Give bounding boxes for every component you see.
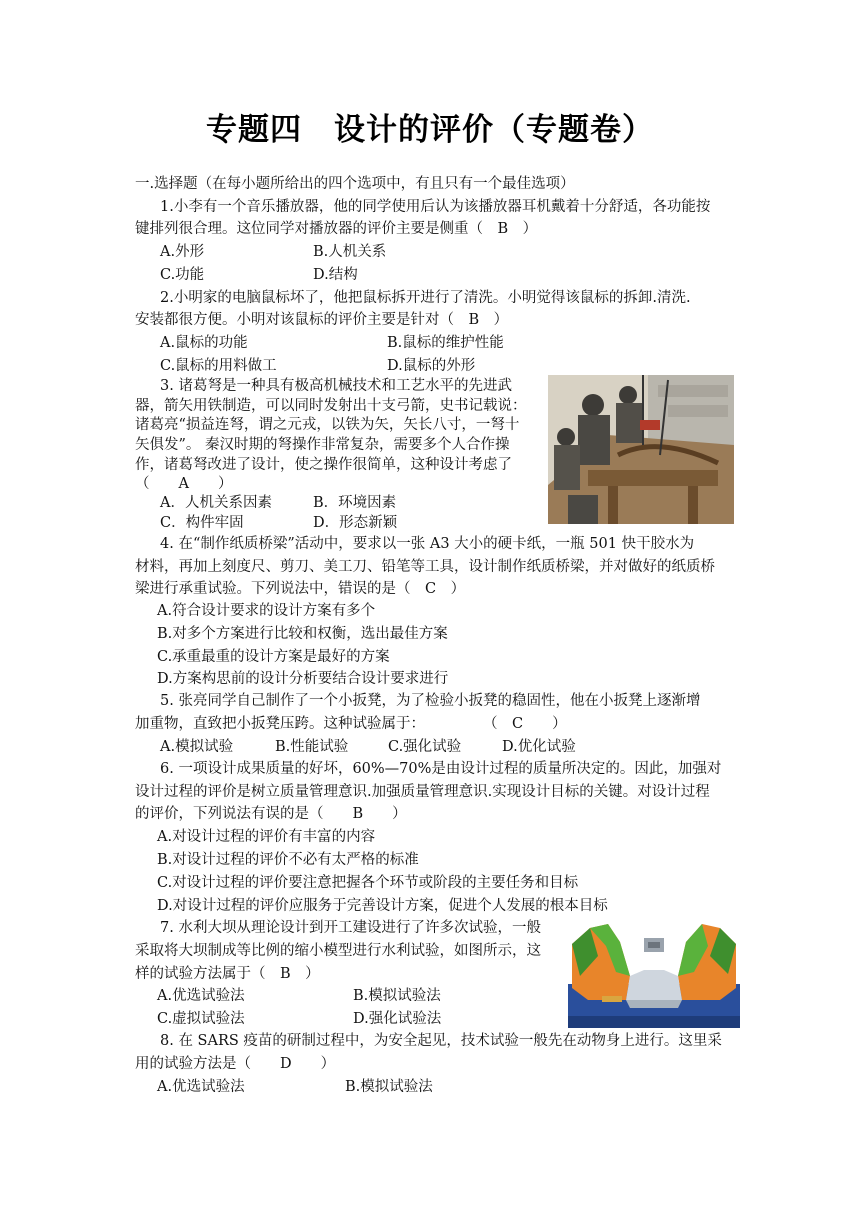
q3-line-3: 诸葛亮“损益连弩，谓之元戎，以铁为矢，矢长八寸，一弩十: [135, 417, 520, 433]
q7-line-3: 样的试验方法属于（ B ）: [135, 966, 320, 982]
q3-line-2: 器，箭矢用铁制造，可以同时发射出十支弓箭，史书记载说：: [135, 398, 527, 414]
q8-line-2: 用的试验方法是（ D ）: [135, 1056, 336, 1072]
q7-option-d: D.强化试验法: [353, 1011, 442, 1027]
q7-line-1: 7. 水利大坝从理论设计到开工建设进行了许多次试验，一般: [160, 920, 541, 936]
q1-line-2: 键排列很合理。这位同学对播放器的评价主要是侧重（ B ）: [135, 221, 538, 237]
q7-option-c: C.虚拟试验法: [157, 1011, 245, 1027]
q6-option-a: A.对设计过程的评价有丰富的内容: [157, 829, 376, 845]
q5-option-a: A.模拟试验: [160, 739, 234, 755]
q8-option-b: B.模拟试验法: [345, 1079, 433, 1095]
q7-line-2: 采取将大坝制成等比例的缩小模型进行水利试验，如图所示，这: [135, 943, 541, 959]
q2-option-d: D.鼠标的外形: [387, 358, 476, 374]
q4-option-b: B.对多个方案进行比较和权衡，选出最佳方案: [157, 626, 448, 642]
q4-option-a: A.符合设计要求的设计方案有多个: [157, 603, 376, 619]
q6-line-1: 6. 一项设计成果质量的好坏，60%—70%是由设计过程的质量所决定的。因此，加强对: [160, 761, 722, 777]
q4-option-c: C.承重最重的设计方案是最好的方案: [157, 649, 390, 665]
q6-option-b: B.对设计过程的评价不必有太严格的标准: [157, 852, 419, 868]
q1-option-a: A.外形: [160, 244, 205, 260]
crossbow-illustration: [548, 375, 734, 524]
q3-option-b: B．环境因素: [313, 495, 397, 511]
q3-line-1: 3. 诸葛弩是一种具有极高机械技术和工艺水平的先进武: [160, 378, 512, 394]
q3-option-d: D．形态新颖: [313, 515, 398, 531]
q3-option-c: C．构件牢固: [160, 515, 244, 531]
q2-option-b: B.鼠标的维护性能: [387, 335, 504, 351]
q2-option-c: C.鼠标的用料做工: [160, 358, 277, 374]
q8-line-1: 8. 在 SARS 疫苗的研制过程中，为安全起见，技术试验一般先在动物身上进行。这里采: [160, 1033, 722, 1049]
q4-line-1: 4. 在“制作纸质桥梁”活动中，要求以一张 A3 大小的硬卡纸，一瓶 501 快干胶水为: [160, 536, 695, 552]
q3-option-a: A．人机关系因素: [160, 495, 272, 511]
page-title: 专题四 设计的评价（专题卷）: [206, 112, 654, 148]
q1-line-1: 1.小李有一个音乐播放器，他的同学使用后认为该播放器耳机戴着十分舒适，各功能按: [160, 199, 711, 215]
q5-option-c: C.强化试验: [388, 739, 462, 755]
q7-option-b: B.模拟试验法: [353, 988, 441, 1004]
q2-option-a: A.鼠标的功能: [160, 335, 248, 351]
q4-line-2: 材料，再加上刻度尺、剪刀、美工刀、铅笔等工具，设计制作纸质桥梁，并对做好的纸质桥: [135, 559, 715, 575]
q1-option-c: C.功能: [160, 267, 205, 283]
q5-option-d: D.优化试验: [502, 739, 576, 755]
q2-line-1: 2.小明家的电脑鼠标坏了，他把鼠标拆开进行了清洗。小明觉得该鼠标的拆卸.清洗.: [160, 290, 691, 306]
q3-line-6: （ A ）: [135, 476, 233, 492]
q5-line-1: 5. 张亮同学自己制作了一个小扳凳，为了检验小扳凳的稳固性，他在小扳凳上逐渐增: [160, 693, 701, 709]
q5-line-2: 加重物，直致把小扳凳压跨。这种试验属于： （ C ）: [135, 716, 567, 732]
q1-option-d: D.结构: [313, 267, 358, 283]
q2-line-2: 安装都很方便。小明对该鼠标的评价主要是针对（ B ）: [135, 312, 509, 328]
q1-option-b: B.人机关系: [313, 244, 387, 260]
q5-option-b: B.性能试验: [275, 739, 349, 755]
q6-option-c: C.对设计过程的评价要注意把握各个环节或阶段的主要任务和目标: [157, 875, 579, 891]
q4-option-d: D.方案构思前的设计分析要结合设计要求进行: [157, 671, 449, 687]
q6-option-d: D.对设计过程的评价应服务于完善设计方案，促进个人发展的根本目标: [157, 898, 608, 914]
q4-line-3: 梁进行承重试验。下列说法中，错误的是（ C ）: [135, 581, 466, 597]
q6-line-2: 设计过程的评价是树立质量管理意识.加强质量管理意识.实现设计目标的关键。对设计过程: [135, 784, 710, 800]
section-heading: 一.选择题（在每小题所给出的四个选项中，有且只有一个最佳选项）: [135, 176, 575, 192]
q8-option-a: A.优选试验法: [157, 1079, 245, 1095]
q6-line-3: 的评价，下列说法有误的是（ B ）: [135, 806, 407, 822]
dam-model-illustration: [568, 916, 740, 1028]
q3-line-4: 矢俱发”。 秦汉时期的弩操作非常复杂，需要多个人合作操: [135, 437, 510, 453]
q7-option-a: A.优选试验法: [157, 988, 245, 1004]
q3-line-5: 作，诸葛弩改进了设计，使之操作很简单，这种设计考虑了: [135, 457, 512, 473]
